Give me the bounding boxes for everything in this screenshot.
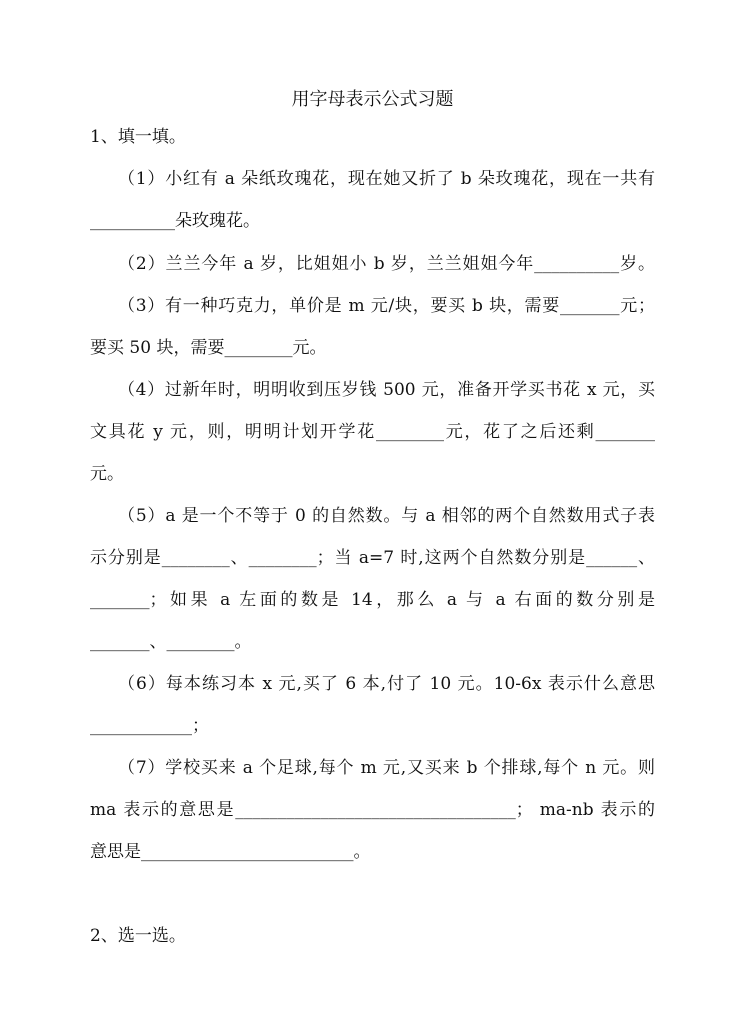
question-line: （4）过新年时，明明收到压岁钱 500 元，准备开学买书花 x 元，买 (118, 380, 655, 400)
question-line: ____________； (90, 716, 209, 736)
question-line: （6）每本练习本 x 元,买了 6 本,付了 10 元。10-6x 表示什么意思 (118, 674, 655, 694)
question-line: _______；如果 a 左面的数是 14，那么 a 与 a 右面的数分别是 (90, 590, 655, 610)
question-line: （1）小红有 a 朵纸玫瑰花，现在她又折了 b 朵玫瑰花，现在一共有 (118, 169, 655, 189)
question-line: （3）有一种巧克力，单价是 m 元/块，要买 b 块，需要_______元； (118, 296, 655, 316)
question-line: （5）a 是一个不等于 0 的自然数。与 a 相邻的两个自然数用式子表 (118, 506, 655, 526)
section-2-heading: 2、选一选。 (90, 926, 186, 946)
question-line: __________朵玫瑰花。 (90, 211, 260, 231)
question-line: （7）学校买来 a 个足球,每个 m 元,又买来 b 个排球,每个 n 元。则 (118, 758, 655, 778)
question-line: 要买 50 块，需要________元。 (90, 338, 327, 358)
question-line: （2）兰兰今年 a 岁，比姐姐小 b 岁，兰兰姐姐今年__________岁。 (118, 254, 655, 274)
question-line: 文具花 y 元，则，明明计划开学花________元，花了之后还剩_______ (90, 422, 655, 442)
page-title: 用字母表示公式习题 (291, 89, 454, 110)
question-line: 意思是_________________________。 (90, 842, 371, 862)
question-line: 示分别是________、________；当 a=7 时,这两个自然数分别是______、 (90, 548, 655, 568)
section-1-heading: 1、填一填。 (90, 127, 186, 147)
question-line: ma 表示的意思是_________________________________； ma-nb 表示的 (90, 800, 655, 820)
question-line: _______、________。 (90, 632, 252, 652)
question-line: 元。 (90, 464, 124, 484)
